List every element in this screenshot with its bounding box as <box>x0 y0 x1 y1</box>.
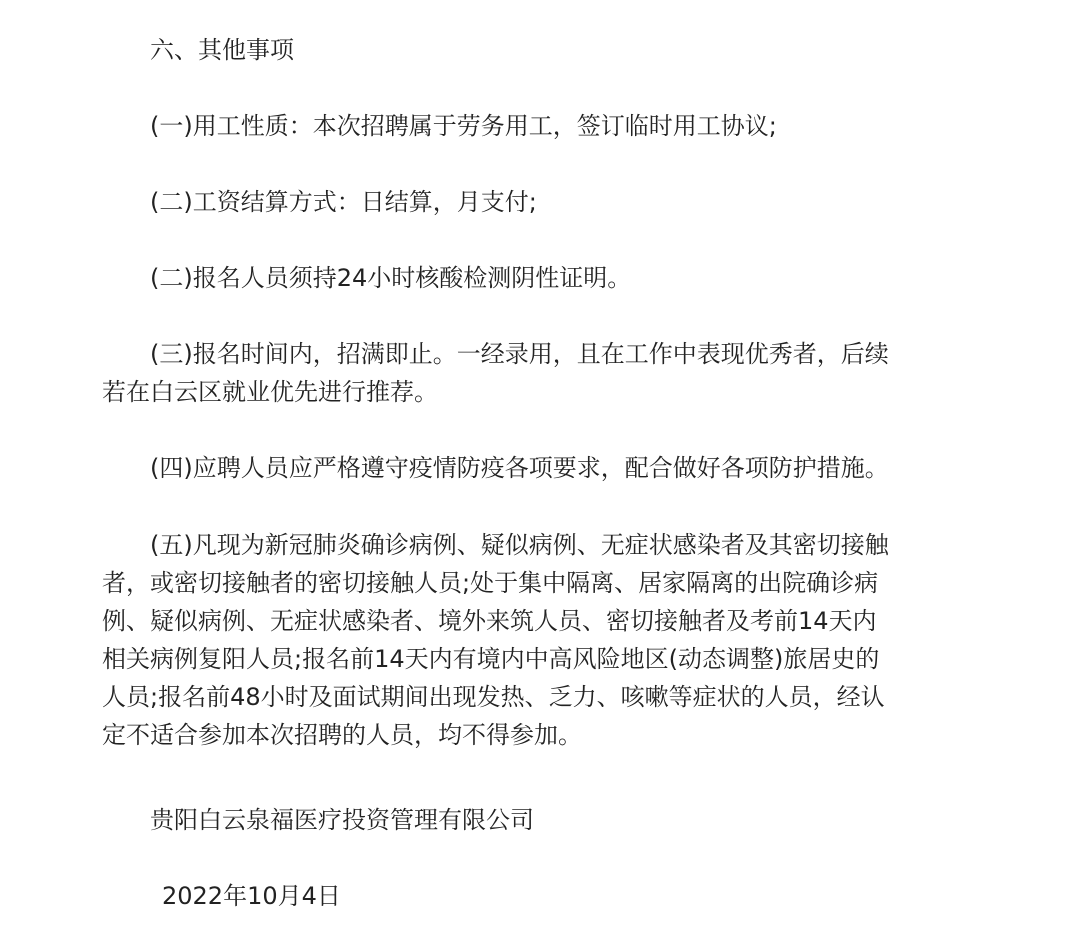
section-heading: 六、其他事项 <box>150 36 294 64</box>
item-6-line-6: 定不适合参加本次招聘的人员，均不得参加。 <box>102 721 582 749</box>
item-4-line-2: 若在白云区就业优先进行推荐。 <box>102 378 438 406</box>
item-3-line-1: (二)报名人员须持24小时核酸检测阴性证明。 <box>150 264 632 292</box>
signature-organization: 贵阳白云泉福医疗投资管理有限公司 <box>150 806 534 834</box>
item-6-line-3: 例、疑似病例、无症状感染者、境外来筑人员、密切接触者及考前14天内 <box>102 607 877 635</box>
item-4-line-1: (三)报名时间内，招满即止。一经录用，且在工作中表现优秀者，后续 <box>150 340 889 368</box>
item-6-line-2: 者，或密切接触者的密切接触人员;处于集中隔离、居家隔离的出院确诊病 <box>102 569 879 597</box>
item-6-line-4: 相关病例复阳人员;报名前14天内有境内中高风险地区(动态调整)旅居史的 <box>102 645 880 673</box>
item-2-line-1: (二)工资结算方式：日结算，月支付; <box>150 188 537 216</box>
signature-date: 2022年10月4日 <box>162 882 341 910</box>
item-6-line-1: (五)凡现为新冠肺炎确诊病例、疑似病例、无症状感染者及其密切接触 <box>150 531 889 559</box>
item-6-line-5: 人员;报名前48小时及面试期间出现发热、乏力、咳嗽等症状的人员，经认 <box>102 683 885 711</box>
item-1-line-1: (一)用工性质：本次招聘属于劳务用工，签订临时用工协议; <box>150 112 777 140</box>
item-5-line-1: (四)应聘人员应严格遵守疫情防疫各项要求，配合做好各项防护措施。 <box>150 454 889 482</box>
